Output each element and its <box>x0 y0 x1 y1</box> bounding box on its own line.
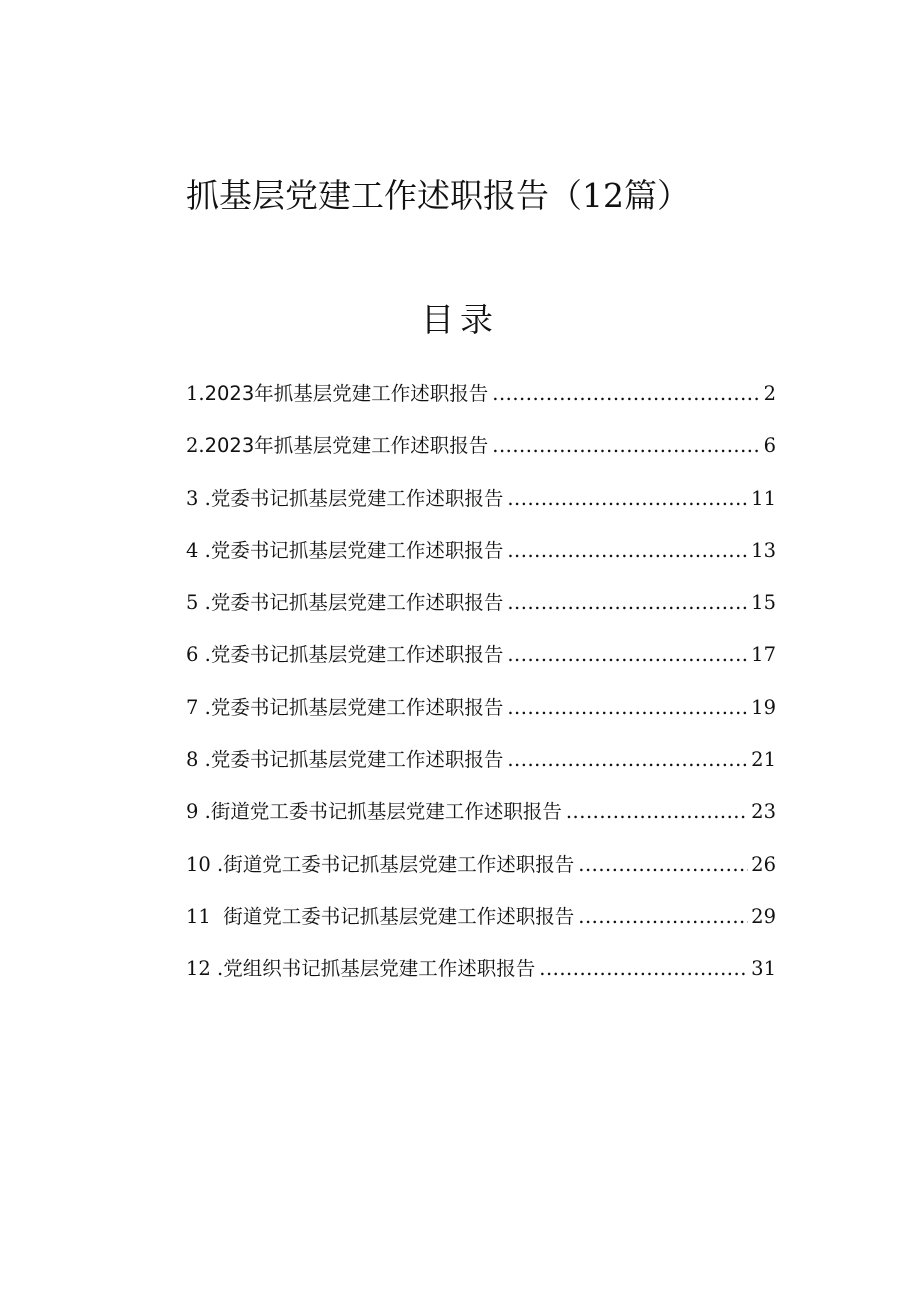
toc-entry-separator: . <box>198 591 211 615</box>
toc-entry-number: 12 <box>186 957 211 981</box>
toc-leader-dots <box>492 424 760 468</box>
toc-leader-dots <box>507 633 748 677</box>
toc-entry-page: 31 <box>751 957 776 981</box>
table-of-contents <box>186 372 776 1000</box>
toc-leader-dots <box>507 477 748 521</box>
toc-entry-separator: . <box>210 957 224 981</box>
document-title: 抓基层党建工作述职报告（12篇） <box>186 176 690 215</box>
toc-entry-number: 4 <box>186 538 199 562</box>
toc-entry-separator: . <box>198 695 211 719</box>
toc-entry-number: 6 <box>186 643 199 667</box>
toc-entry-12[interactable] <box>186 947 776 999</box>
toc-leader-dots <box>507 529 748 573</box>
toc-leader-dots <box>578 895 748 939</box>
toc-entry-separator: . <box>198 800 211 824</box>
toc-entry-7[interactable] <box>186 686 776 738</box>
toc-entry-page: 15 <box>751 591 776 615</box>
toc-entry-8[interactable] <box>186 738 776 790</box>
toc-leader-dots <box>578 843 748 887</box>
toc-entry-number: 10 <box>186 852 211 876</box>
toc-entry-number: 3 <box>186 486 199 510</box>
toc-entry-number: 11 <box>186 904 211 928</box>
toc-entry-10[interactable] <box>186 843 776 895</box>
toc-entry-title: 党委书记抓基层党建工作述职报告 <box>210 695 504 719</box>
toc-leader-dots <box>507 686 748 730</box>
toc-entry-11[interactable] <box>186 895 776 947</box>
toc-entry-title: 党组织书记抓基层党建工作述职报告 <box>223 957 536 981</box>
toc-entry-title: 党委书记抓基层党建工作述职报告 <box>210 486 504 510</box>
toc-entry-separator: . <box>198 538 211 562</box>
toc-entry-title: 街道党工委书记抓基层党建工作述职报告 <box>223 904 575 928</box>
toc-entry-title: 党委书记抓基层党建工作述职报告 <box>210 643 504 667</box>
toc-entry-page: 26 <box>751 852 776 876</box>
toc-entry-separator: . <box>198 643 211 667</box>
toc-entry-page: 6 <box>763 434 776 458</box>
toc-entry-title: 党委书记抓基层党建工作述职报告 <box>210 538 504 562</box>
toc-entry-9[interactable] <box>186 790 776 842</box>
toc-entry-4[interactable] <box>186 529 776 581</box>
toc-entry-number: 9 <box>186 800 199 824</box>
toc-entry-separator: . <box>210 852 224 876</box>
toc-leader-dots <box>539 947 748 991</box>
toc-entry-title: 党委书记抓基层党建工作述职报告 <box>210 748 504 772</box>
toc-entry-page: 13 <box>751 538 776 562</box>
toc-leader-dots <box>507 581 748 625</box>
toc-entry-page: 2 <box>763 382 776 405</box>
toc-entry-title: 街道党工委书记抓基层党建工作述职报告 <box>223 852 575 876</box>
toc-entry-1[interactable] <box>186 372 776 424</box>
toc-entry-number: 7 <box>186 695 199 719</box>
toc-entry-page: 11 <box>751 486 776 510</box>
toc-entry-separator: . <box>198 748 211 772</box>
toc-entry-3[interactable] <box>186 477 776 529</box>
toc-entry-separator: . <box>198 486 211 510</box>
toc-entry-number: 1. <box>186 382 205 405</box>
toc-entry-page: 23 <box>751 800 776 824</box>
toc-entry-page: 21 <box>751 748 776 772</box>
toc-heading: 目录 <box>421 300 499 339</box>
toc-entry-5[interactable] <box>186 581 776 633</box>
toc-entry-number: 2. <box>186 434 205 458</box>
toc-entry-page: 17 <box>751 643 776 667</box>
toc-entry-title: 2023年抓基层党建工作述职报告 <box>204 434 489 458</box>
toc-entry-6[interactable] <box>186 633 776 685</box>
toc-leader-dots <box>492 372 760 416</box>
toc-leader-dots <box>507 738 748 782</box>
toc-entry-2[interactable] <box>186 424 776 476</box>
toc-entry-number: 8 <box>186 748 199 772</box>
toc-entry-page: 29 <box>751 904 776 928</box>
toc-entry-title: 党委书记抓基层党建工作述职报告 <box>210 591 504 615</box>
toc-leader-dots <box>566 790 748 834</box>
toc-entry-page: 19 <box>751 695 776 719</box>
toc-entry-number: 5 <box>186 591 199 615</box>
toc-entry-title: 2023年抓基层党建工作述职报告 <box>204 382 489 405</box>
toc-entry-separator <box>211 895 223 939</box>
toc-entry-title: 街道党工委书记抓基层党建工作述职报告 <box>210 800 562 824</box>
